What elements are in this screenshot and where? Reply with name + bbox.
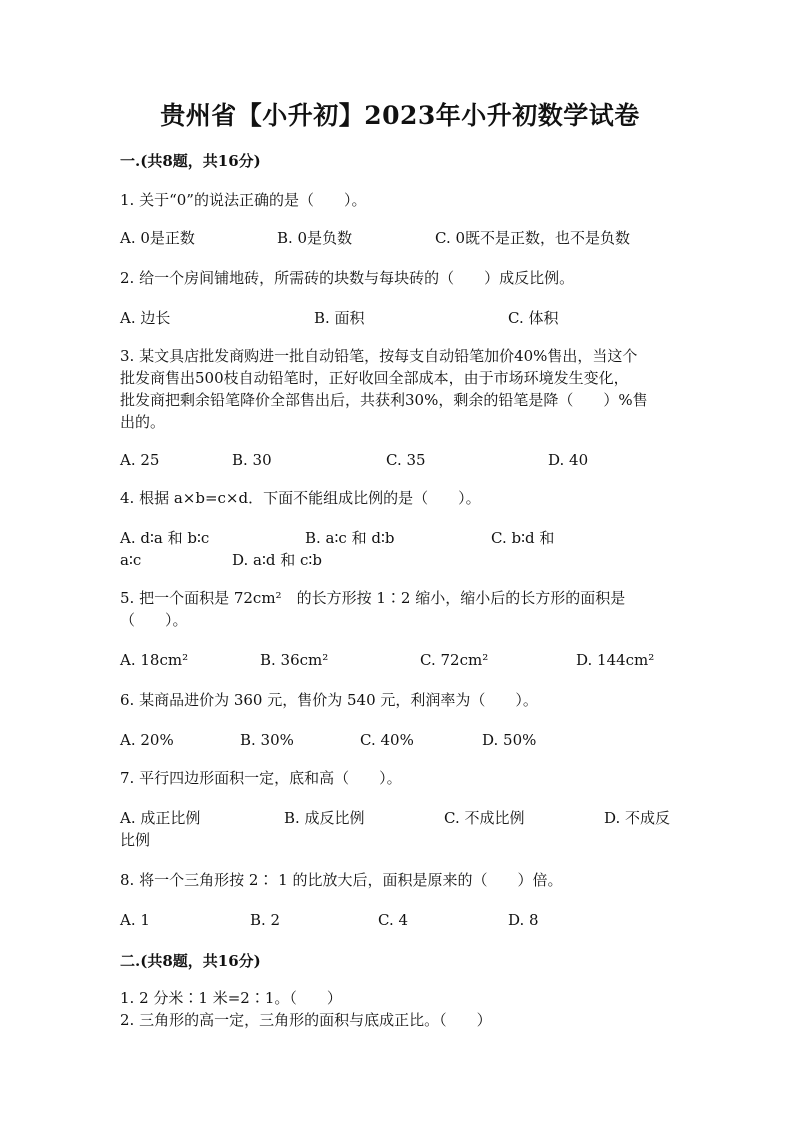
- question-4-option-b: B. a∶c 和 d∶b: [305, 529, 395, 547]
- question-7-option-b: B. 成反比例: [284, 809, 365, 827]
- question-6-option-a: A. 20%: [120, 731, 174, 749]
- question-7-option-a: A. 成正比例: [120, 809, 201, 827]
- question-8-option-a: A. 1: [120, 911, 150, 929]
- section-2-header: 二.(共8题，共16分): [120, 952, 261, 970]
- question-5-option-c: C. 72cm²: [420, 651, 489, 669]
- question-4-option-c-continued: a∶c: [120, 551, 142, 569]
- question-3-option-d: D. 40: [548, 451, 589, 469]
- true-false-item-1: 1. 2 分米∶1 米=2∶1。（ ）: [120, 989, 342, 1007]
- question-3-stem-line-4: 出的。: [120, 413, 166, 431]
- question-5-option-a: A. 18cm²: [120, 651, 189, 669]
- question-6-option-b: B. 30%: [240, 731, 294, 749]
- question-3-option-b: B. 30: [232, 451, 272, 469]
- question-3-stem-line-2: 批发商售出500枝自动铅笔时，正好收回全部成本，由于市场环境发生变化，: [120, 369, 629, 387]
- question-4-option-d: D. a∶d 和 c∶b: [232, 551, 322, 569]
- question-5-option-b: B. 36cm²: [260, 651, 329, 669]
- question-4-stem: 4. 根据 a×b=c×d．下面不能组成比例的是（ ）。: [120, 489, 481, 507]
- question-5-option-d: D. 144cm²: [576, 651, 655, 669]
- question-4-option-a: A. d∶a 和 b∶c: [120, 529, 210, 547]
- question-1-stem: 1. 关于“0”的说法正确的是（ ）。: [120, 191, 367, 209]
- question-2-option-b: B. 面积: [314, 309, 365, 327]
- question-3-stem-line-3: 批发商把剩余铅笔降价全部售出后，共获利30%，剩余的铅笔是降（ ）%售: [120, 391, 648, 409]
- question-1-option-c: C. 0既不是正数，也不是负数: [435, 229, 631, 247]
- question-6-option-c: C. 40%: [360, 731, 414, 749]
- page-title: 贵州省【小升初】2023年小升初数学试卷: [160, 101, 640, 130]
- question-6-option-d: D. 50%: [482, 731, 537, 749]
- question-3-option-c: C. 35: [386, 451, 426, 469]
- question-1-option-b: B. 0是负数: [277, 229, 353, 247]
- question-1-option-a: A. 0是正数: [120, 229, 195, 247]
- question-7-option-c: C. 不成比例: [444, 809, 525, 827]
- question-8-option-b: B. 2: [250, 911, 281, 929]
- question-2-option-a: A. 边长: [120, 309, 171, 327]
- question-2-option-c: C. 体积: [508, 309, 559, 327]
- question-4-option-c: C. b∶d 和: [491, 529, 555, 547]
- section-1-header: 一.(共8题，共16分): [120, 152, 261, 170]
- question-3-option-a: A. 25: [120, 451, 160, 469]
- question-6-stem: 6. 某商品进价为 360 元，售价为 540 元，利润率为（ ）。: [120, 691, 538, 709]
- question-5-stem-line-2: （ ）。: [120, 611, 188, 629]
- question-8-stem: 8. 将一个三角形按 2∶ 1 的比放大后，面积是原来的（ ）倍。: [120, 871, 563, 889]
- true-false-item-2: 2. 三角形的高一定，三角形的面积与底成正比。（ ）: [120, 1011, 492, 1029]
- question-5-stem-line-1: 5. 把一个面积是 72cm² 的长方形按 1∶2 缩小，缩小后的长方形的面积是: [120, 589, 626, 607]
- question-7-option-d-continued: 比例: [120, 831, 151, 849]
- question-7-option-d: D. 不成反: [604, 809, 671, 827]
- question-8-option-d: D. 8: [508, 911, 539, 929]
- question-3-stem-line-1: 3. 某文具店批发商购进一批自动铅笔，按每支自动铅笔加价40%售出，当这个: [120, 347, 638, 365]
- question-2-stem: 2. 给一个房间铺地砖，所需砖的块数与每块砖的（ ）成反比例。: [120, 269, 575, 287]
- question-7-stem: 7. 平行四边形面积一定，底和高（ ）。: [120, 769, 402, 787]
- question-8-option-c: C. 4: [378, 911, 409, 929]
